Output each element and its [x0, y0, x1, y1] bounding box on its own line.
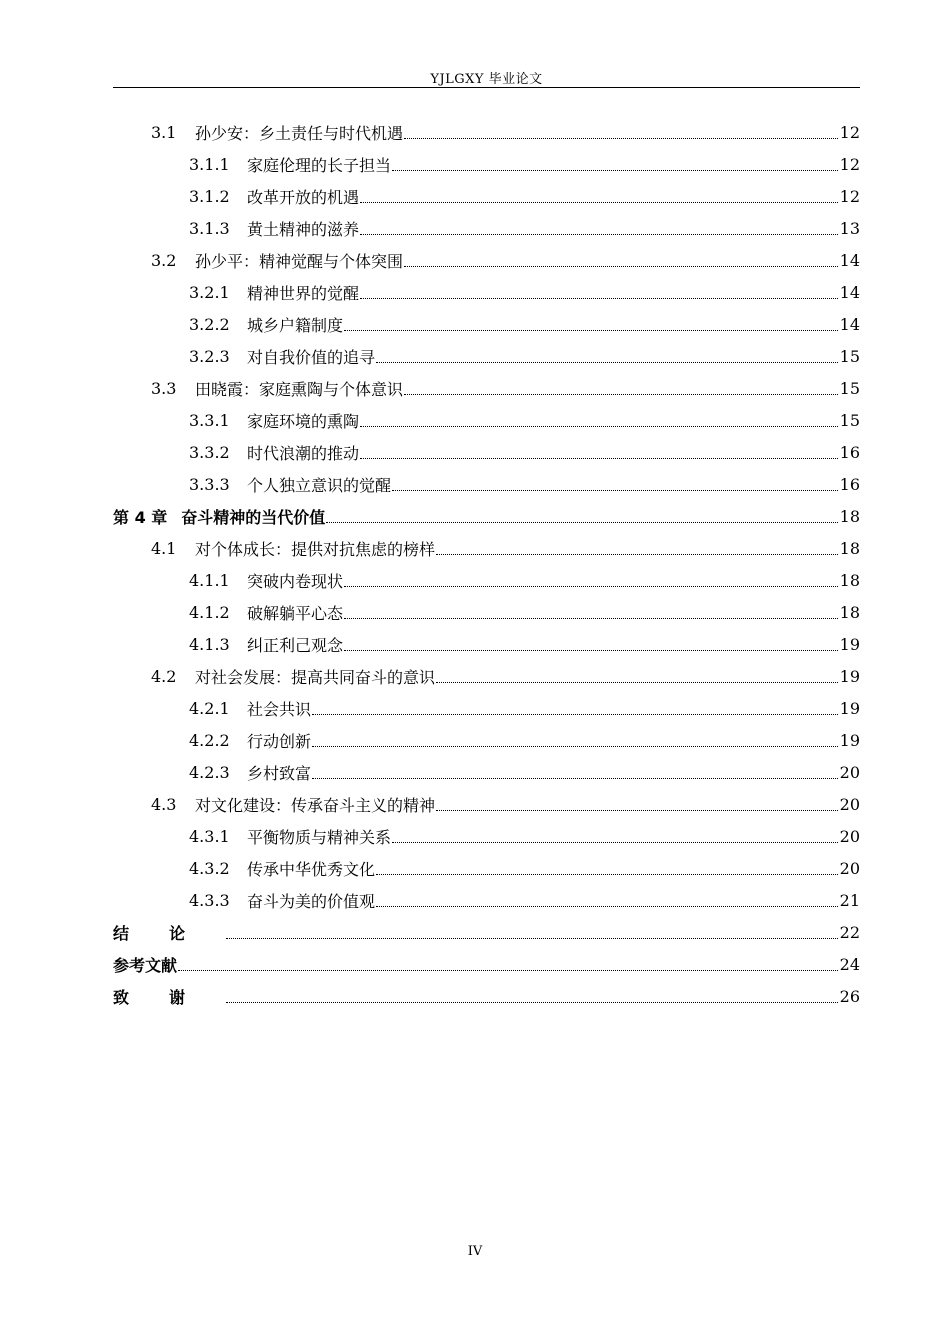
toc-entry[interactable] — [113, 500, 860, 532]
toc-entry[interactable] — [113, 724, 860, 756]
toc-entry[interactable] — [113, 692, 860, 724]
toc-entry[interactable] — [113, 340, 860, 372]
toc-entry-title: 改革开放的机遇 — [247, 187, 360, 207]
dot-leader — [360, 298, 838, 299]
toc-entry-title: 突破内卷现状 — [247, 571, 344, 591]
toc-entry-page: 12 — [839, 122, 860, 142]
toc-entry[interactable] — [113, 436, 860, 468]
dot-leader — [344, 330, 838, 331]
toc-entry-title: 个人独立意识的觉醒 — [247, 475, 392, 495]
dot-leader — [404, 266, 838, 267]
toc-entry-page: 16 — [839, 442, 860, 462]
toc-entry-title: 对文化建设：传承奋斗主义的精神 — [195, 795, 436, 815]
toc-entry-page: 18 — [839, 538, 860, 558]
toc-entry[interactable] — [113, 148, 860, 180]
toc-entry-title: 平衡物质与精神关系 — [247, 827, 392, 847]
toc-entry-title: 孙少平：精神觉醒与个体突围 — [195, 251, 404, 271]
toc-entry-page: 18 — [839, 602, 860, 622]
toc-entry[interactable] — [113, 660, 860, 692]
toc-entry-page: 20 — [839, 826, 860, 846]
toc-entry-number: 4.3.3 — [189, 890, 230, 910]
toc-entry[interactable] — [113, 756, 860, 788]
toc-entry-number: 3.1.2 — [189, 186, 230, 206]
toc-entry-title: 致谢 — [113, 987, 226, 1007]
toc-entry-title: 孙少安：乡土责任与时代机遇 — [195, 123, 404, 143]
toc-entry[interactable] — [113, 116, 860, 148]
toc-entry-page: 13 — [839, 218, 860, 238]
toc-entry-page: 20 — [839, 858, 860, 878]
toc-entry-page: 15 — [839, 346, 860, 366]
dot-leader — [226, 1002, 838, 1003]
toc-entry-number: 4.3.2 — [189, 858, 230, 878]
dot-leader — [312, 746, 838, 747]
toc-entry[interactable] — [113, 820, 860, 852]
toc-entry[interactable] — [113, 180, 860, 212]
toc-entry[interactable] — [113, 884, 860, 916]
toc-entry-page: 20 — [839, 794, 860, 814]
page-header: YJLGXY 毕业论文 — [430, 72, 543, 87]
toc-entry-title: 城乡户籍制度 — [247, 315, 344, 335]
toc-entry-page: 19 — [839, 634, 860, 654]
toc-entry-page: 19 — [839, 666, 860, 686]
dot-leader — [404, 138, 838, 139]
toc-entry-number: 4.3 — [151, 794, 177, 814]
toc-entry-number: 3.3.1 — [189, 410, 230, 430]
toc-entry-page: 18 — [839, 570, 860, 590]
dot-leader — [436, 554, 838, 555]
toc-entry[interactable] — [113, 212, 860, 244]
toc-entry[interactable] — [113, 372, 860, 404]
toc-entry[interactable] — [113, 596, 860, 628]
dot-leader — [436, 810, 838, 811]
toc-entry[interactable] — [113, 468, 860, 500]
toc-entry-number: 4.1.1 — [189, 570, 230, 590]
toc-entry-number: 4.1.3 — [189, 634, 230, 654]
dot-leader — [376, 362, 838, 363]
dot-leader — [360, 458, 838, 459]
dot-leader — [312, 714, 838, 715]
dot-leader — [360, 426, 838, 427]
toc-entry[interactable] — [113, 852, 860, 884]
toc-entry-page: 18 — [839, 506, 860, 526]
toc-entry-page: 15 — [839, 378, 860, 398]
toc-entry-page: 22 — [839, 922, 860, 942]
toc-entry-number: 3.2.3 — [189, 346, 230, 366]
toc-entry-number: 3.1.1 — [189, 154, 230, 174]
toc-entry-number: 3.1 — [151, 122, 177, 142]
toc-entry-title: 对自我价值的追寻 — [247, 347, 376, 367]
dot-leader — [376, 874, 838, 875]
toc-entry[interactable] — [113, 244, 860, 276]
toc-entry-number: 3.2 — [151, 250, 177, 270]
toc-entry-title: 家庭环境的熏陶 — [247, 411, 360, 431]
dot-leader — [376, 906, 838, 907]
toc-entry-page: 26 — [839, 986, 860, 1006]
dot-leader — [178, 970, 838, 971]
toc-entry[interactable] — [113, 564, 860, 596]
page-number: IV — [467, 1244, 483, 1259]
toc-entry-title: 行动创新 — [247, 731, 312, 751]
toc-entry-title: 对个体成长：提供对抗焦虑的榜样 — [195, 539, 436, 559]
dot-leader — [392, 490, 838, 491]
toc-entry-title: 结论 — [113, 923, 226, 943]
toc-entry-title: 对社会发展：提高共同奋斗的意识 — [195, 667, 436, 687]
dot-leader — [326, 522, 837, 523]
toc-entry-page: 20 — [839, 762, 860, 782]
toc-entry-title: 田晓霞：家庭熏陶与个体意识 — [195, 379, 404, 399]
toc-entry-page: 12 — [839, 154, 860, 174]
header-rule — [113, 87, 860, 88]
toc-entry[interactable] — [113, 916, 860, 948]
toc-entry-number: 3.3.3 — [189, 474, 230, 494]
dot-leader — [226, 938, 838, 939]
toc-entry-page: 21 — [839, 890, 860, 910]
toc-entry-number: 4.2.3 — [189, 762, 230, 782]
toc-entry-page: 19 — [839, 730, 860, 750]
toc-entry-page: 16 — [839, 474, 860, 494]
toc-entry-title: 乡村致富 — [247, 763, 312, 783]
toc-entry[interactable] — [113, 404, 860, 436]
toc-entry[interactable] — [113, 948, 860, 980]
dot-leader — [436, 682, 838, 683]
toc-entry-title: 传承中华优秀文化 — [247, 859, 376, 879]
toc-entry-number: 3.3.2 — [189, 442, 230, 462]
toc-entry-number: 3.2.1 — [189, 282, 230, 302]
toc-entry-number: 4.2 — [151, 666, 177, 686]
toc-entry-title: 精神世界的觉醒 — [247, 283, 360, 303]
toc-entry-title: 破解躺平心态 — [247, 603, 344, 623]
toc-entry-number: 4.1.2 — [189, 602, 230, 622]
table-of-contents — [113, 116, 860, 1012]
dot-leader — [344, 586, 838, 587]
toc-entry[interactable] — [113, 276, 860, 308]
toc-entry-title: 奋斗精神的当代价值 — [181, 507, 326, 527]
toc-entry-title: 社会共识 — [247, 699, 312, 719]
toc-entry-page: 14 — [839, 314, 860, 334]
toc-entry[interactable] — [113, 980, 860, 1012]
toc-entry-title: 黄土精神的滋养 — [247, 219, 360, 239]
toc-entry-number: 4.2.2 — [189, 730, 230, 750]
toc-entry[interactable] — [113, 532, 860, 564]
dot-leader — [392, 170, 838, 171]
toc-entry[interactable] — [113, 788, 860, 820]
toc-entry-page: 14 — [839, 250, 860, 270]
toc-entry-title: 纠正利己观念 — [247, 635, 344, 655]
toc-entry-title: 时代浪潮的推动 — [247, 443, 360, 463]
toc-entry-number: 3.2.2 — [189, 314, 230, 334]
dot-leader — [344, 618, 838, 619]
toc-entry-title: 奋斗为美的价值观 — [247, 891, 376, 911]
toc-entry-title: 参考文献 — [113, 955, 178, 975]
dot-leader — [360, 234, 838, 235]
dot-leader — [344, 650, 838, 651]
dot-leader — [392, 842, 838, 843]
toc-entry-number: 4.3.1 — [189, 826, 230, 846]
toc-entry-page: 14 — [839, 282, 860, 302]
toc-entry[interactable] — [113, 628, 860, 660]
dot-leader — [312, 778, 838, 779]
toc-entry-page: 24 — [839, 954, 860, 974]
toc-entry-page: 15 — [839, 410, 860, 430]
toc-entry-number: 4.1 — [151, 538, 177, 558]
toc-entry-number: 3.1.3 — [189, 218, 230, 238]
toc-entry-page: 12 — [839, 186, 860, 206]
toc-entry-number: 4.2.1 — [189, 698, 230, 718]
toc-entry-number: 3.3 — [151, 378, 177, 398]
toc-entry-number: 第 4 章 — [113, 507, 168, 527]
toc-entry-title: 家庭伦理的长子担当 — [247, 155, 392, 175]
dot-leader — [360, 202, 838, 203]
toc-entry[interactable] — [113, 308, 860, 340]
dot-leader — [404, 394, 838, 395]
toc-entry-page: 19 — [839, 698, 860, 718]
